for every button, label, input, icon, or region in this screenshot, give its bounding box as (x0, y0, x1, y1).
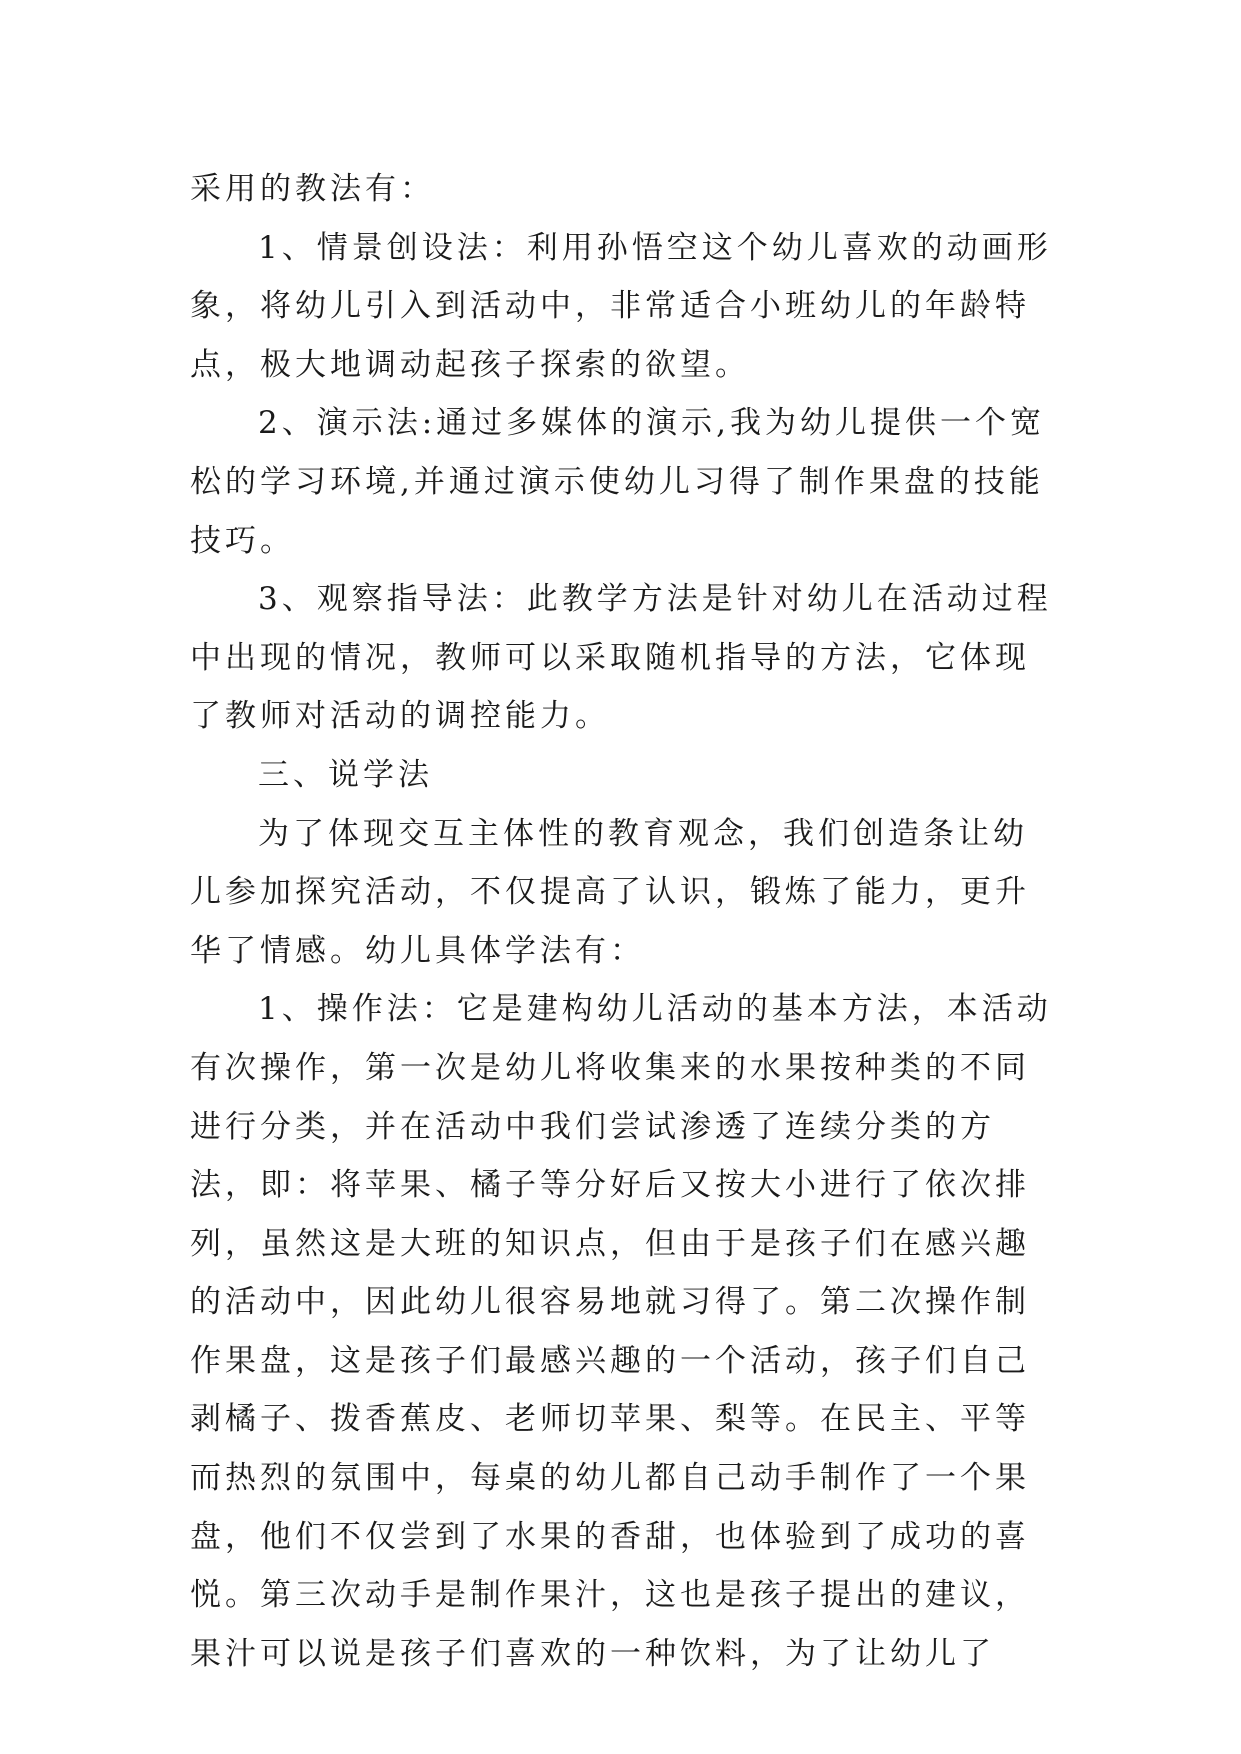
paragraph-operation-method: 1、操作法：它是建构幼儿活动的基本方法，本活动有次操作，第一次是幼儿将收集来的水果按种类的不同进行分类，并在活动中我们尝试渗透了连续分类的方法，即：将苹果、橘子等分好后又按大小进行了依次排列，虽然这是大班的知识点，但由于是孩子们在感兴趣的活动中，因此幼儿很容易地就习得了。第二次操作制作果盘，这是孩子们最感兴趣的一个活动，孩子们自己剥橘子、拨香蕉皮、老师切苹果、梨等。在民主、平等而热烈的氛围中，每桌的幼儿都自己动手制作了一个果盘，他们不仅尝到了水果的香甜，也体验到了成功的喜悦。第三次动手是制作果汁，这也是孩子提出的建议，果汁可以说是孩子们喜欢的一种饮料，为了让幼儿了 (190, 991, 1052, 1672)
paragraph-learning-methods-intro: 为了体现交互主体性的教育观念，我们创造条让幼儿参加探究活动，不仅提高了认识，锻炼了能力，更升华了情感。幼儿具体学法有： (190, 815, 1030, 969)
section-heading-learning-methods: 三、说学法 (258, 756, 433, 793)
paragraph-teaching-methods-intro: 采用的教法有： (190, 171, 435, 207)
paragraph-scenario-method: 1、情景创设法：利用孙悟空这个幼儿喜欢的动画形象，将幼儿引入到活动中，非常适合小班幼儿的年龄特点，极大地调动起孩子探索的欲望。 (190, 229, 1052, 383)
paragraph-observation-method: 3、观察指导法：此教学方法是针对幼儿在活动过程中出现的情况，教师可以采取随机指导的方法，它体现了教师对活动的调控能力。 (190, 581, 1052, 735)
paragraph-demonstration-method: 2、演示法:通过多媒体的演示,我为幼儿提供一个宽松的学习环境,并通过演示使幼儿习得了制作果盘的技能技巧。 (190, 405, 1046, 559)
body-text (190, 160, 1060, 1683)
